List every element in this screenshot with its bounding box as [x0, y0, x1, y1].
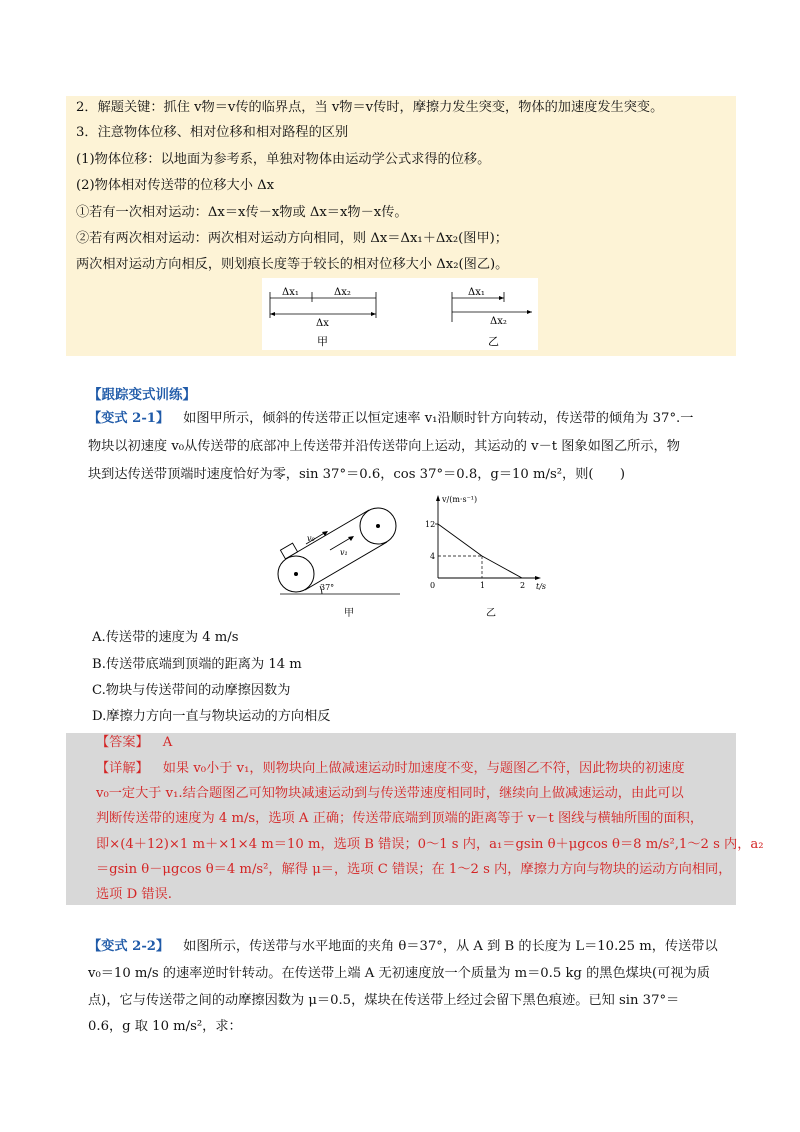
vt-xlabel: t/s [536, 582, 547, 591]
displacement-figures [262, 278, 538, 350]
q1-line-2: 物块以初速度 v₀从传送带的底部冲上传送带并沿传送带向上运动，其运动的 v－t 图象如图乙所示，物 [88, 439, 680, 454]
fig-b-caption: 乙 [488, 335, 499, 348]
vt-ylabel: v/(m·s⁻¹) [442, 495, 478, 504]
fig-a-dx: Δx [316, 318, 329, 329]
fig-b-dx2: Δx₂ [490, 316, 507, 327]
answer-row [96, 733, 172, 753]
q2-line-4: 0.6，g 取 10 m/s²，求： [88, 1019, 242, 1034]
conveyor-v0-label: v₀ [307, 534, 315, 543]
option-a: A.传送带的速度为 4 m/s [92, 630, 239, 645]
detail-line-6: 选项 D 错误. [96, 887, 172, 902]
q2-label: 【变式 2-2】 [88, 939, 170, 954]
q1-figures [270, 492, 560, 622]
vt-tick-2: 2 [520, 581, 526, 590]
conveyor-angle-label: 37° [320, 583, 335, 592]
option-d: D.摩擦力方向一直与物块运动的方向相反 [92, 709, 331, 724]
fig-a-caption: 甲 [317, 335, 328, 348]
figure-b [452, 287, 532, 348]
section-title: 【跟踪变式训练】 [88, 387, 196, 403]
q1-line-1 [88, 409, 693, 429]
answer-value: A [162, 735, 173, 750]
detail-line-5: ＝gsin θ－μgcos θ＝4 m/s²，解得 μ＝，选项 C 错误；在 1～2 s 内，摩擦力方向与物块的运动方向相同， [96, 862, 732, 877]
note-line-3: (1)物体位移：以地面为参考系，单独对物体由运动学公式求得的位移。 [76, 152, 491, 167]
conveyor-figure [278, 508, 400, 619]
detail-line-3: 判断传送带的速度为 4 m/s，选项 A 正确；传送带底端到顶端的距离等于 v－t 图线与横轴所围的面积， [96, 811, 704, 826]
vt-origin: 0 [430, 581, 436, 590]
note-line-4: (2)物体相对传送带的位移大小 Δx [76, 178, 275, 193]
detail-line-4: 即×(4＋12)×1 m＋×1×4 m＝10 m，选项 B 错误；0～1 s 内，a₁＝gsin θ＋μgcos θ＝8 m/s²,1～2 s 内，a₂ [96, 837, 764, 852]
fig-a-dx1: Δx₁ [282, 287, 299, 298]
q2-text-1: 如图所示，传送带与水平地面的夹角 θ＝37°，从 A 到 B 的长度为 L＝10.25 m，传送带以 [183, 939, 718, 954]
displacement-diagram [262, 278, 538, 350]
fig-b-dx1: Δx₁ [468, 287, 485, 298]
q1-text-1: 如图甲所示，倾斜的传送带正以恒定速率 v₁沿顺时针方向转动，传送带的倾角为 37°.一 [183, 411, 694, 426]
detail-line-1: 如果 v₀小于 v₁，则物块向上做减速运动时加速度不变，与题图乙不符，因此物块的初速度 [162, 761, 685, 776]
note-line-7: 两次相对运动方向相反，则划痕长度等于较长的相对位移大小 Δx₂(图乙)。 [76, 257, 509, 272]
conveyor-caption: 甲 [344, 608, 354, 619]
vt-caption: 乙 [486, 608, 496, 619]
note-line-5: ①若有一次相对运动：Δx＝x传－x物或 Δx＝x物－x传。 [76, 205, 408, 220]
fig-a-dx2: Δx₂ [334, 287, 351, 298]
option-b: B.传送带底端到顶端的距离为 14 m [92, 657, 302, 672]
vt-graph [425, 495, 546, 619]
option-c: C.物块与传送带间的动摩擦因数为 [92, 683, 291, 698]
figure-a [270, 287, 376, 348]
vt-tick-4: 4 [430, 552, 436, 561]
q2-line-3: 点)，它与传送带之间的动摩擦因数为 μ＝0.5，煤块在传送带上经过会留下黑色痕迹。已知 sin 37°＝ [88, 993, 680, 1008]
note-line-2: 3．注意物体位移、相对位移和相对路程的区别 [76, 125, 349, 140]
note-line-6: ②若有两次相对运动：两次相对运动方向相同，则 Δx＝Δx₁＋Δx₂(图甲)； [76, 231, 508, 246]
detail-line-2: v₀一定大于 v₁.结合题图乙可知物块减速运动到与传送带速度相同时，继续向上做减速运动，由此可以 [96, 786, 684, 801]
q2-line-1 [88, 937, 718, 957]
detail-label: 【详解】 [96, 761, 149, 776]
q1-line-3: 块到达传送带顶端时速度恰好为零，sin 37°＝0.6，cos 37°＝0.8，g＝10 m/s²，则( ) [88, 467, 626, 482]
q2-line-2: v₀＝10 m/s 的速率逆时针转动。在传送带上端 A 无初速度放一个质量为 m＝0.5 kg 的黑色煤块(可视为质 [88, 966, 710, 981]
vt-tick-12: 12 [425, 520, 436, 529]
conveyor-v1-label: v₁ [340, 548, 348, 557]
answer-label: 【答案】 [96, 735, 149, 750]
q1-label: 【变式 2-1】 [88, 411, 170, 426]
detail-row-1 [96, 759, 685, 779]
vt-tick-1: 1 [480, 581, 486, 590]
note-line-1: 2．解题关键：抓住 v物＝v传的临界点，当 v物＝v传时，摩擦力发生突变，物体的加速度发生突变。 [76, 100, 664, 115]
